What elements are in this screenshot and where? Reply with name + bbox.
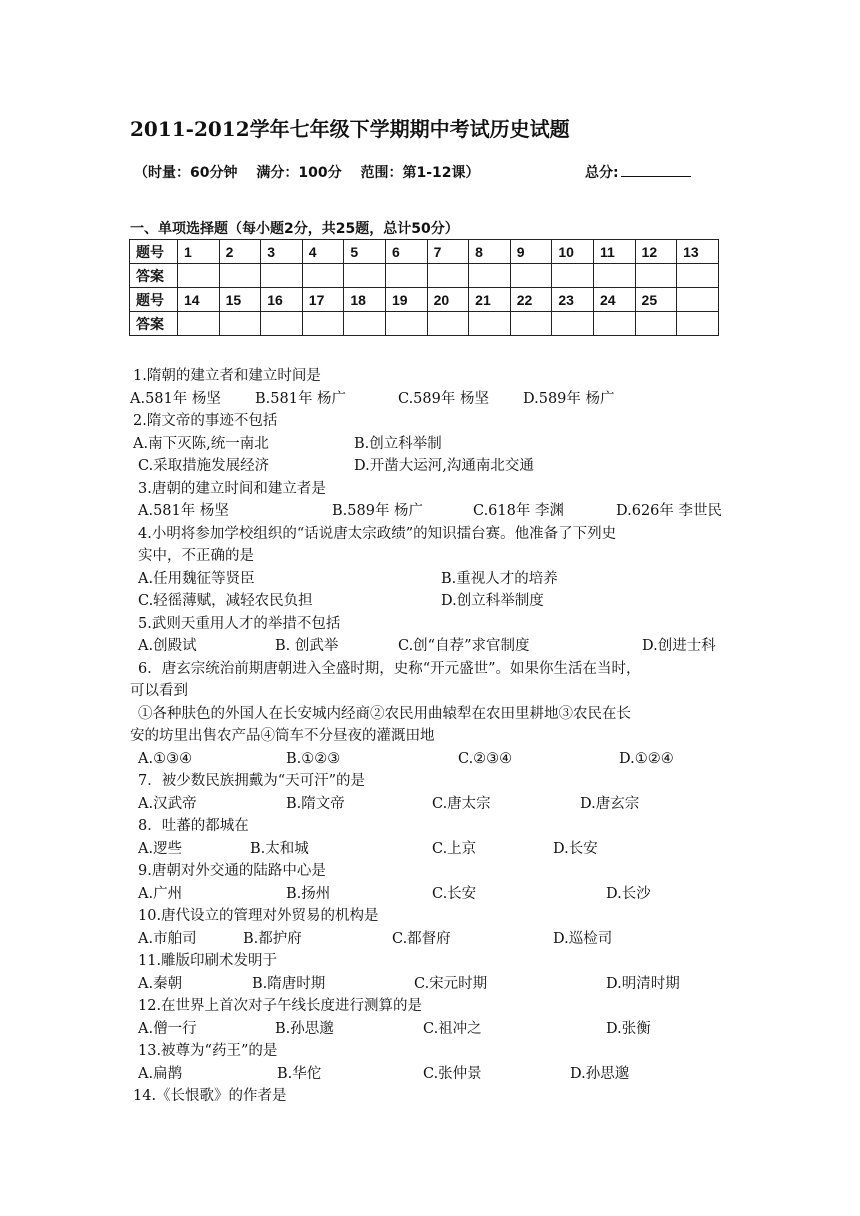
answer-cell[interactable] [677,312,719,336]
answer-option[interactable]: C.都督府 [392,930,451,947]
answer-option[interactable]: B.扬州 [286,885,331,902]
answer-option[interactable]: C.589年 杨坚 [398,390,489,407]
answer-cell[interactable] [593,264,635,288]
question-number-cell: 3 [261,240,303,264]
answer-cell[interactable] [427,264,469,288]
answer-option[interactable]: A.扁鹊 [138,1065,183,1082]
answer-option[interactable]: C.张仲景 [423,1065,482,1082]
page-title: 2011-2012学年七年级下学期期中考试历史试题 [130,117,570,141]
question-number-cell: 17 [302,288,344,312]
answer-option[interactable]: C.祖冲之 [423,1020,482,1037]
answer-option[interactable]: C.轻徭薄赋，减轻农民负担 [138,593,313,609]
answer-label: 答案 [130,312,178,336]
answer-table [129,239,719,336]
question-number-cell: 4 [302,240,344,264]
answer-cell[interactable] [510,264,552,288]
question-number-cell: 11 [593,240,635,264]
answer-cell[interactable] [510,312,552,336]
answer-cell[interactable] [302,264,344,288]
question-number-cell: 25 [635,288,677,312]
answer-option[interactable]: A.秦朝 [138,975,183,992]
answer-option[interactable]: D.明清时期 [606,975,680,992]
table-row [130,240,719,264]
answer-option[interactable]: B.华佗 [277,1065,322,1082]
answer-option[interactable]: C.采取措施发展经济 [138,458,270,474]
answer-cell[interactable] [302,312,344,336]
answer-cell[interactable] [469,264,511,288]
answer-option[interactable]: D.长安 [553,840,598,857]
question-stem-line: 3.唐朝的建立时间和建立者是 [138,480,326,497]
question-stem-line: 实中，不正确的是 [138,548,254,564]
question-stem-line: 12.在世界上首次对子午线长度进行测算的是 [138,998,423,1014]
answer-cell[interactable] [385,312,427,336]
question-stem-line: 4.小明将参加学校组织的“话说唐太宗政绩”的知识擂台赛。他准备了下列史 [138,525,617,542]
answer-option[interactable]: C.上京 [432,840,477,857]
answer-cell[interactable] [178,264,220,288]
exam-time: （时量：60分钟 [134,165,238,181]
question-stem-line: 6．唐玄宗统治前期唐朝进入全盛时期，史称“开元盛世”。如果你生活在当时， [138,660,641,677]
total-score [585,162,691,182]
question-stem-line: 13.被尊为“药王”的是 [138,1043,278,1059]
answer-option[interactable]: C.618年 李渊 [473,503,564,519]
answer-option[interactable]: D.589年 杨广 [523,390,615,407]
question-number-cell: 10 [552,240,594,264]
answer-option[interactable]: A.僧一行 [138,1020,197,1037]
table-row [130,288,719,312]
answer-cell[interactable] [385,264,427,288]
answer-cell[interactable] [552,264,594,288]
table-row [130,312,719,336]
question-number-cell: 8 [469,240,511,264]
question-stem-line: 7．被少数民族拥戴为“天可汗”的是 [138,773,366,789]
answer-option[interactable]: D.开凿大运河,沟通南北交通 [354,458,534,474]
answer-cell[interactable] [469,312,511,336]
answer-option[interactable]: A.南下灭陈,统一南北 [133,435,269,452]
exam-info [134,162,480,182]
question-number-cell: 24 [593,288,635,312]
question-number-cell: 5 [344,240,386,264]
answer-option[interactable]: B.589年 杨广 [332,503,424,519]
answer-option[interactable]: A.汉武帝 [138,795,197,812]
section-heading: 一、单项选择题（每小题2分，共25题，总计50分） [130,221,459,237]
answer-option[interactable]: D.①②④ [619,750,674,767]
question-number-cell: 14 [178,288,220,312]
total-score-label: 总分: [585,165,619,181]
question-number-cell: 22 [510,288,552,312]
question-number-cell: 18 [344,288,386,312]
answer-option[interactable]: C.创“自荐”求官制度 [398,638,530,654]
question-stem-line: 1.隋朝的建立者和建立时间是 [133,368,321,384]
question-number-cell: 2 [219,240,261,264]
question-number-label: 题号 [130,240,178,264]
answer-option[interactable]: B.581年 杨广 [255,390,347,407]
answer-option[interactable]: D.创进士科 [642,638,716,654]
answer-cell[interactable] [427,312,469,336]
answer-option[interactable]: C.宋元时期 [414,975,488,992]
answer-option[interactable]: B.孙思邈 [275,1020,334,1037]
question-stem-line: 11.雕版印刷术发明于 [138,953,278,969]
table-row [130,264,719,288]
question-number-cell: 6 [385,240,427,264]
answer-option[interactable]: B.隋文帝 [286,795,345,812]
question-number-cell: 21 [469,288,511,312]
answer-option[interactable]: A.市舶司 [138,930,197,947]
question-stem-line: ①各种肤色的外国人在长安城内经商②农民用曲辕犁在农田里耕地③农民在长 [138,705,631,722]
question-number-cell: 23 [552,288,594,312]
answer-cell[interactable] [552,312,594,336]
answer-cell[interactable] [178,312,220,336]
question-stem-line: 5.武则天重用人才的举措不包括 [138,615,341,632]
answer-option[interactable]: A.①③④ [138,750,193,767]
answer-cell[interactable] [344,312,386,336]
answer-cell[interactable] [261,312,303,336]
answer-label: 答案 [130,264,178,288]
question-stem-line: 可以看到 [130,683,188,699]
question-number-cell: 12 [635,240,677,264]
question-stem-line: 安的坊里出售农产品④筒车不分昼夜的灌溉田地 [130,728,435,744]
answer-cell[interactable] [677,264,719,288]
answer-option[interactable]: B.①②③ [286,750,341,767]
question-number-cell: 9 [510,240,552,264]
question-number-cell: 15 [219,288,261,312]
question-number-cell: 7 [427,240,469,264]
exam-scope: 范围：第1-12课） [360,165,480,181]
question-number-cell: 13 [677,240,719,264]
answer-option[interactable]: D.唐玄宗 [580,795,640,812]
answer-option[interactable]: A.任用魏征等贤臣 [138,570,255,587]
answer-option[interactable]: B.都护府 [243,930,302,947]
question-number-cell: 16 [261,288,303,312]
answer-option[interactable]: D.长沙 [606,885,651,902]
question-number-label: 题号 [130,288,178,312]
question-number-cell: 19 [385,288,427,312]
answer-option[interactable]: C.长安 [432,885,477,902]
answer-option[interactable]: A.创殿试 [138,638,197,654]
answer-cell[interactable] [344,264,386,288]
exam-full-score: 满分：100分 [256,165,342,181]
answer-cell[interactable] [219,264,261,288]
question-stem-line: 14.《长恨歌》的作者是 [133,1088,287,1104]
answer-option[interactable]: B.太和城 [250,840,309,857]
question-stem-line: 2.隋文帝的事迹不包括 [133,413,278,429]
answer-cell[interactable] [219,312,261,336]
answer-option[interactable]: A.581年 杨坚 [130,390,221,407]
answer-cell[interactable] [635,312,677,336]
answer-option[interactable]: D.张衡 [606,1020,651,1037]
answer-option[interactable]: A.581年 杨坚 [138,503,229,519]
question-stem-line: 9.唐朝对外交通的陆路中心是 [138,863,326,879]
answer-option[interactable]: A.逻些 [138,840,183,857]
answer-cell[interactable] [261,264,303,288]
answer-cell[interactable] [593,312,635,336]
answer-option[interactable]: A.广州 [138,885,183,902]
answer-option[interactable]: D.巡检司 [553,930,613,947]
question-stem-line: 8．吐蕃的都城在 [138,818,249,834]
answer-option[interactable]: B.创立科举制 [354,435,442,452]
answer-option[interactable]: B.隋唐时期 [252,975,326,992]
answer-option[interactable]: D.626年 李世民 [616,503,723,519]
question-number-cell: 20 [427,288,469,312]
answer-option[interactable]: C.唐太宗 [432,795,491,812]
answer-option[interactable]: D.孙思邈 [570,1065,630,1082]
answer-option[interactable]: D.创立科举制度 [441,593,544,609]
question-number-cell [677,288,719,312]
answer-cell[interactable] [635,264,677,288]
total-score-blank[interactable] [621,162,691,177]
question-stem-line: 10.唐代设立的管理对外贸易的机构是 [138,908,379,924]
answer-option[interactable]: C.②③④ [458,750,513,767]
question-number-cell: 1 [178,240,220,264]
answer-option[interactable]: B.重视人才的培养 [441,570,558,587]
answer-option[interactable]: B. 创武举 [275,638,339,654]
